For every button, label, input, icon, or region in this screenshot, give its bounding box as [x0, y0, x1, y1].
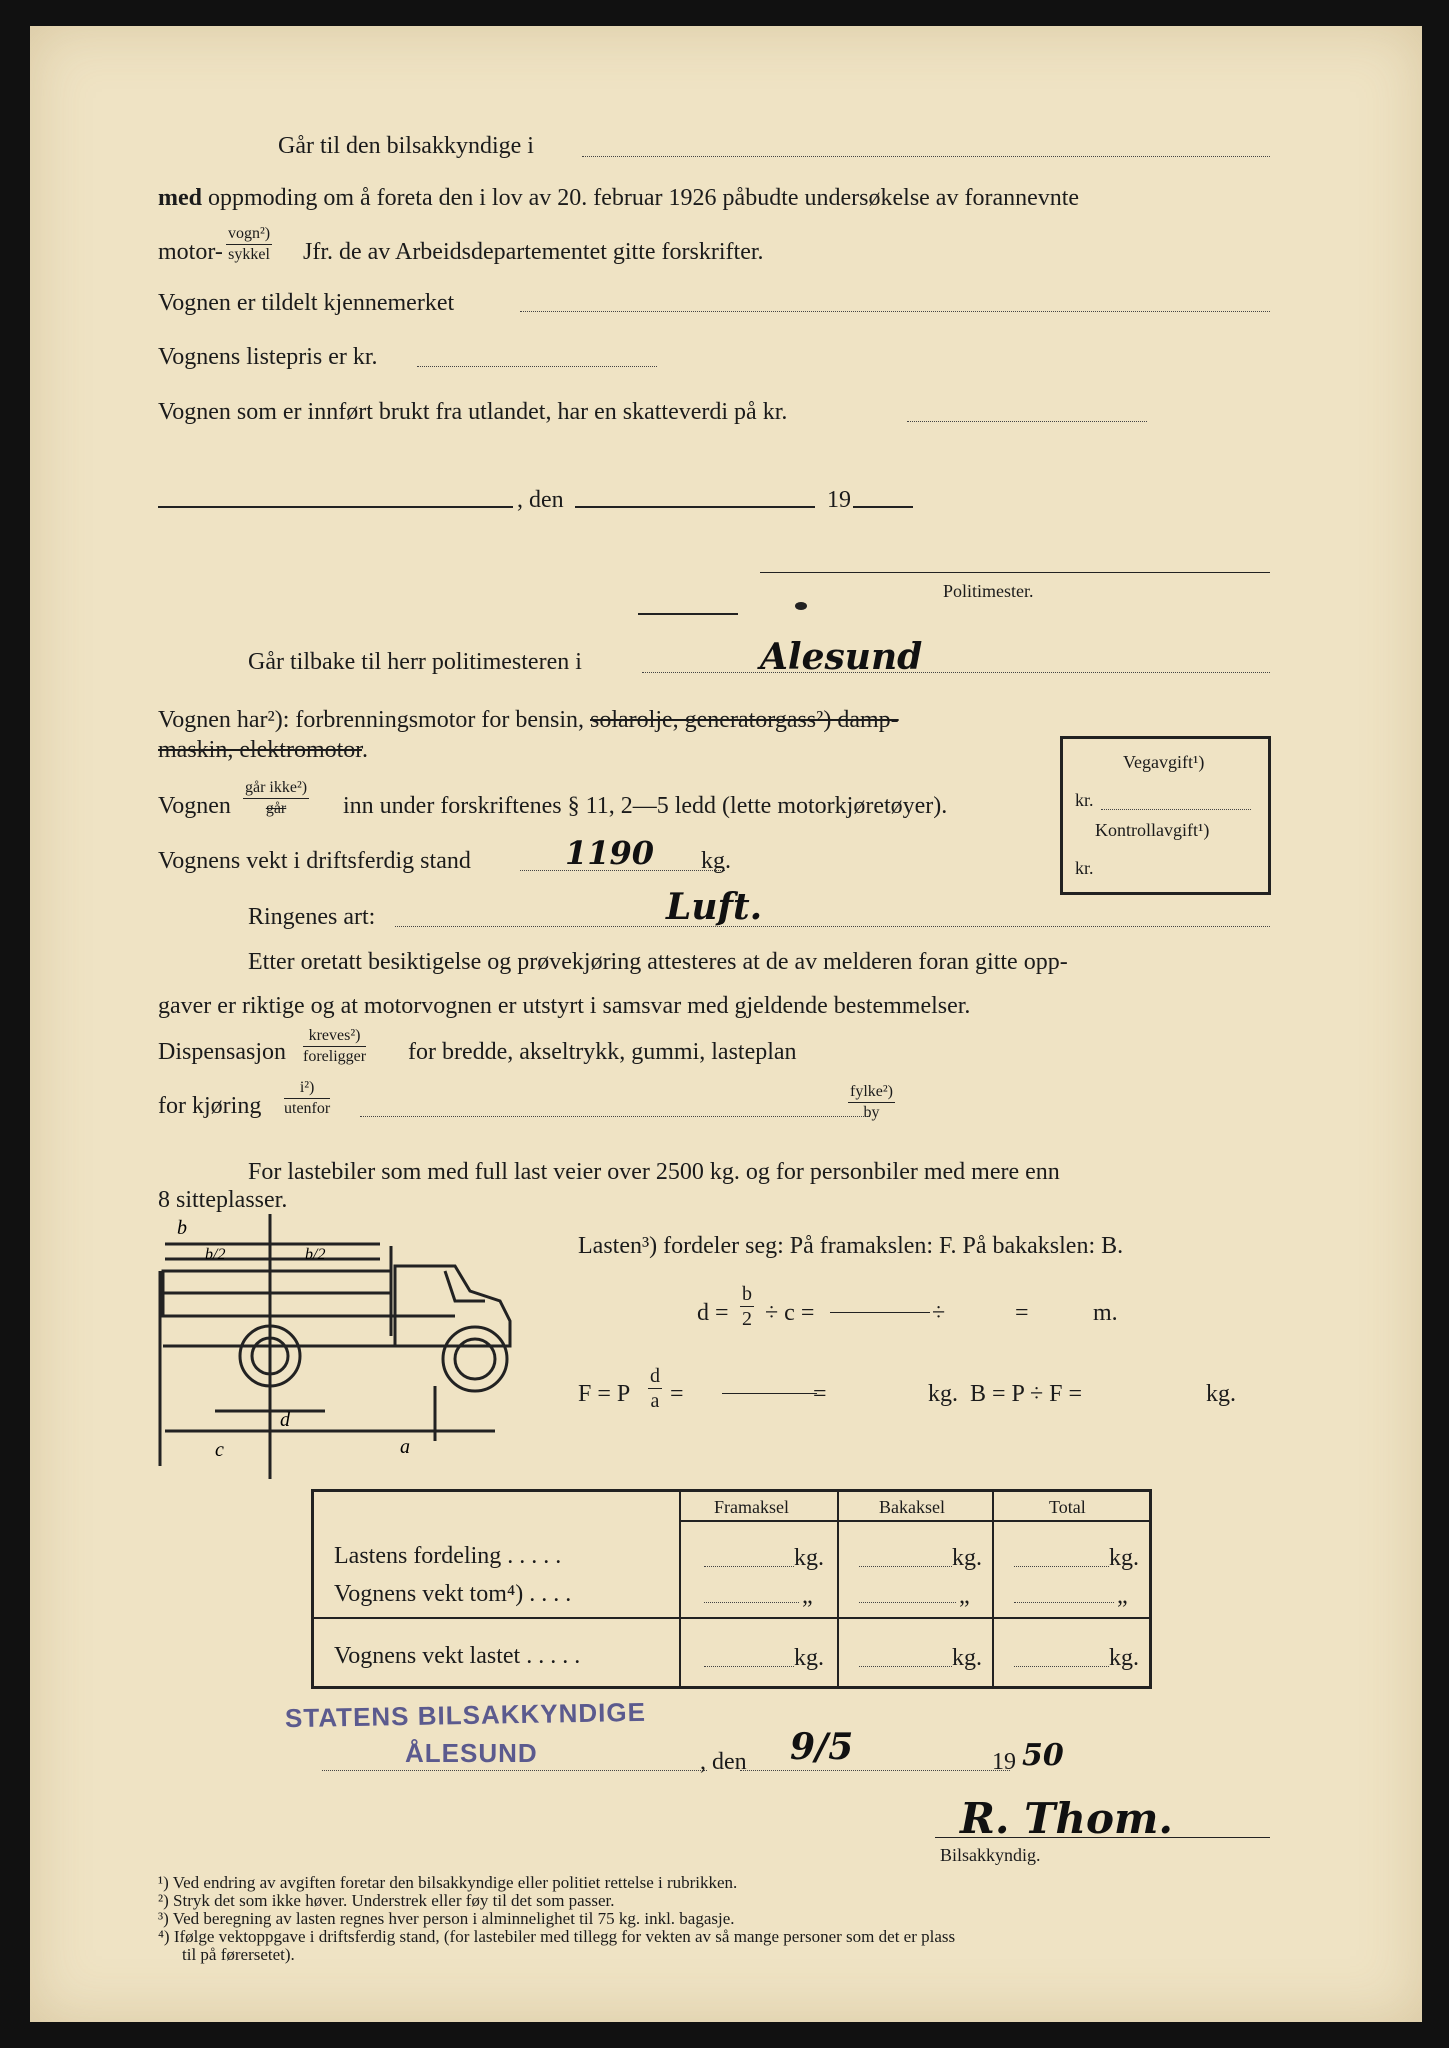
- table-cell-field[interactable]: [704, 1666, 794, 1667]
- engine-end: .: [361, 737, 368, 763]
- rules-prefix: Vognen: [158, 793, 231, 819]
- weight-unit: kg.: [701, 848, 731, 874]
- politimester-signature-line[interactable]: [760, 572, 1270, 573]
- footnote-text: Ved endring av avgiften foretar den bilsakkyndige eller politiet rettelse i rubrikken.: [172, 1873, 738, 1892]
- section-divider: [638, 613, 738, 615]
- rules-frac-den: går: [265, 800, 287, 817]
- diagram-label-d: d: [280, 1409, 290, 1431]
- drive-field[interactable]: [360, 1116, 870, 1117]
- signature-year-prefix: 19: [992, 1749, 1016, 1775]
- load-intro-1: For lastebiler som med full last veier over 2500 kg. og for personbiler med mere enn: [248, 1159, 1060, 1185]
- motor-fraction: [226, 226, 272, 263]
- table-total-rule: [314, 1617, 1149, 1619]
- signature-handwritten: R. Thom.: [960, 1794, 1174, 1843]
- table-header-rear: Bakaksel: [879, 1497, 945, 1517]
- table-row-label: Vognens vekt tom⁴) . . . .: [334, 1581, 572, 1607]
- import-value-label: Vognen som er innført brukt fra utlandet, har en skatteverdi på kr.: [158, 399, 788, 425]
- signature-year-handwritten: 50: [1022, 1738, 1064, 1773]
- road-fee-label: Vegavgift¹): [1123, 752, 1205, 772]
- drive-frac-num: i²): [284, 1080, 330, 1099]
- load-distribution: Lasten³) fordeler seg: På framakslen: F. På bakakslen: B.: [578, 1233, 1124, 1259]
- import-value-field[interactable]: [907, 421, 1147, 422]
- attest-line-2: gaver er riktige og at motorvognen er utstyrt i samsvar med gjeldende bestemmelser.: [158, 993, 971, 1019]
- rules-fraction: [243, 780, 309, 817]
- diagram-label-a: a: [400, 1436, 410, 1458]
- table-cell-field[interactable]: [859, 1602, 956, 1603]
- formula-b: B = P ÷ F =: [970, 1381, 1083, 1407]
- formula-f-lhs: F = P: [578, 1381, 631, 1407]
- table-cell-unit: kg.: [794, 1545, 824, 1571]
- plate-label: Vognen er tildelt kjennemerket: [158, 290, 455, 316]
- weight-value: 1190: [565, 834, 655, 872]
- table-cell-unit: kg.: [952, 1645, 982, 1671]
- county-frac-den: by: [863, 1104, 880, 1121]
- dispensation-text: for bredde, akseltrykk, gummi, lasteplan: [408, 1039, 797, 1065]
- county-frac-num: fylke²): [848, 1084, 895, 1103]
- tyres-label: Ringenes art:: [248, 904, 376, 930]
- load-intro-2: 8 sitteplasser.: [158, 1187, 288, 1213]
- place-field[interactable]: [158, 506, 513, 508]
- attest-line-1: Etter oretatt besiktigelse og prøvekjøring attesteres at de av melderen foran gitte opp-: [248, 949, 1068, 975]
- politimester-label: Politimester.: [943, 581, 1034, 601]
- tyres-field[interactable]: [395, 926, 1270, 927]
- table-cell-unit: kg.: [952, 1545, 982, 1571]
- table-cell-unit: kg.: [794, 1645, 824, 1671]
- tyres-value: Luft.: [666, 886, 763, 928]
- return-city-field[interactable]: [642, 672, 1270, 673]
- control-fee-label: Kontrollavgift¹): [1095, 820, 1210, 840]
- footnote-text: Ifølge vektoppgave i driftsferdig stand, (for lastebiler med tillegg for vekten av så mange personer som det er plass: [173, 1927, 956, 1946]
- formula-f-field[interactable]: [722, 1393, 817, 1394]
- disp-frac-den: foreligger: [303, 1048, 367, 1065]
- formula-d-lhs: d =: [697, 1300, 729, 1326]
- formula-f-a: a: [650, 1390, 660, 1412]
- motor-prefix: motor-: [158, 239, 223, 265]
- plate-field[interactable]: [520, 311, 1270, 312]
- return-label: Går tilbake til herr politimesteren i: [248, 649, 582, 675]
- table-header-front: Framaksel: [714, 1497, 789, 1517]
- form-page: [30, 26, 1422, 2022]
- table-cell-field[interactable]: [1014, 1566, 1109, 1567]
- drive-fraction: [284, 1080, 330, 1117]
- road-fee-field[interactable]: [1101, 809, 1251, 810]
- footnote-text: Stryk det som ikke høver. Understrek eller føy til det som passer.: [173, 1891, 615, 1910]
- footnote-mark: ¹): [158, 1873, 169, 1892]
- stamp-line-2: ÅLESUND: [405, 1738, 538, 1768]
- table-cell-field[interactable]: [704, 1602, 799, 1603]
- footnote-mark: ⁴): [158, 1927, 170, 1946]
- table-cell-unit: kg.: [1109, 1545, 1139, 1571]
- list-price-field[interactable]: [417, 366, 657, 367]
- table-header-rule: [679, 1520, 1149, 1522]
- table-cell-field[interactable]: [1014, 1666, 1109, 1667]
- formula-f-d: d: [650, 1365, 660, 1387]
- formula-f-kg: kg.: [928, 1381, 958, 1407]
- goes-to-label: Går til den bilsakkyndige i: [278, 133, 534, 159]
- table-cell-ditto: „: [959, 1583, 970, 1609]
- motor-frac-num: vogn²): [226, 226, 272, 245]
- footnote-mark: ²): [158, 1891, 169, 1910]
- formula-d-rest: ÷ c =: [765, 1300, 815, 1326]
- signature-den: , den: [700, 1749, 747, 1775]
- engine-struck-1: solarolje, generatorgass²) damp-: [590, 707, 899, 733]
- place-signature-field[interactable]: [322, 1770, 707, 1771]
- dispensation-fraction: [303, 1028, 366, 1065]
- list-price-label: Vognens listepris er kr.: [158, 344, 378, 370]
- table-cell-unit: kg.: [1109, 1645, 1139, 1671]
- drive-frac-den: utenfor: [284, 1100, 331, 1117]
- diagram-label-c: c: [215, 1439, 224, 1461]
- formula-d-m: m.: [1093, 1300, 1118, 1326]
- date-field[interactable]: [575, 506, 815, 508]
- table-cell-field[interactable]: [1014, 1602, 1114, 1603]
- diagram-label-b: b: [177, 1217, 187, 1239]
- formula-d-fraction: [740, 1284, 754, 1329]
- table-header-total: Total: [1049, 1497, 1086, 1517]
- table-row-label: Lastens fordeling . . . . .: [334, 1543, 562, 1569]
- divider-dot: [795, 602, 807, 610]
- footnote-text: til på førersetet).: [182, 1945, 295, 1964]
- formula-b-kg: kg.: [1206, 1381, 1236, 1407]
- road-fee-kr: kr.: [1075, 790, 1094, 810]
- footnote-text: Ved beregning av lasten regnes hver person i alminnelighet til 75 kg. inkl. bagasje.: [172, 1909, 735, 1928]
- drive-label: for kjøring: [158, 1093, 262, 1119]
- return-city-handwritten: Alesund: [760, 636, 923, 678]
- table-cell-ditto: „: [1117, 1583, 1128, 1609]
- place-den: , den: [517, 487, 564, 513]
- formula-f-eq: =: [670, 1381, 684, 1407]
- rules-text: inn under forskriftenes § 11, 2—5 ledd (lette motorkjøretøyer).: [343, 793, 948, 819]
- disp-frac-num: kreves²): [303, 1028, 366, 1047]
- weight-label: Vognens vekt i driftsferdig stand: [158, 848, 471, 874]
- diagram-label-b2-left: b/2: [205, 1246, 226, 1263]
- formula-f-eq2: =: [813, 1381, 827, 1407]
- formula-d-div: ÷: [932, 1300, 946, 1326]
- signature-date-handwritten: 9/5: [790, 1726, 854, 1768]
- table-cell-field[interactable]: [859, 1666, 952, 1667]
- fees-box: [1060, 736, 1271, 895]
- signature-date-field[interactable]: [740, 1770, 1010, 1771]
- table-cell-field[interactable]: [859, 1566, 952, 1567]
- table-cell-ditto: „: [802, 1583, 813, 1609]
- truck-diagram: [155, 1211, 565, 1481]
- engine-struck-2: maskin, elektromotor: [158, 737, 362, 763]
- goes-to-field[interactable]: [582, 156, 1270, 157]
- dispensation-label: Dispensasjon: [158, 1039, 286, 1065]
- engine-label: Vognen har²): forbrenningsmotor for bensin,: [158, 707, 584, 733]
- rules-frac-num: går ikke²): [243, 780, 309, 799]
- formula-d-b: b: [742, 1283, 752, 1305]
- year-field[interactable]: [853, 506, 913, 508]
- formula-f-fraction: [648, 1366, 662, 1411]
- diagram-label-b2-right: b/2: [305, 1246, 326, 1263]
- request-bold: med: [158, 185, 202, 211]
- formula-d-2: 2: [742, 1308, 752, 1330]
- year-19: 19: [827, 487, 851, 513]
- footnote-mark: ³): [158, 1909, 169, 1928]
- load-table: [311, 1489, 1152, 1689]
- motor-frac-den: sykkel: [228, 246, 270, 263]
- formula-d-field-1[interactable]: [830, 1312, 930, 1313]
- table-cell-field[interactable]: [704, 1566, 794, 1567]
- county-fraction: [848, 1084, 895, 1121]
- table-row-label: Vognens vekt lastet . . . . .: [334, 1643, 581, 1669]
- motor-suffix: Jfr. de av Arbeidsdepartementet gitte forskrifter.: [303, 239, 764, 265]
- signature-role: Bilsakkyndig.: [940, 1845, 1041, 1865]
- stamp-line-1: STATENS BILSAKKYNDIGE: [284, 1696, 647, 1734]
- request-text: oppmoding om å foreta den i lov av 20. februar 1926 påbudte undersøkelse av forannevnte: [208, 185, 1080, 211]
- control-fee-kr: kr.: [1075, 858, 1094, 878]
- formula-d-eq: =: [1015, 1300, 1029, 1326]
